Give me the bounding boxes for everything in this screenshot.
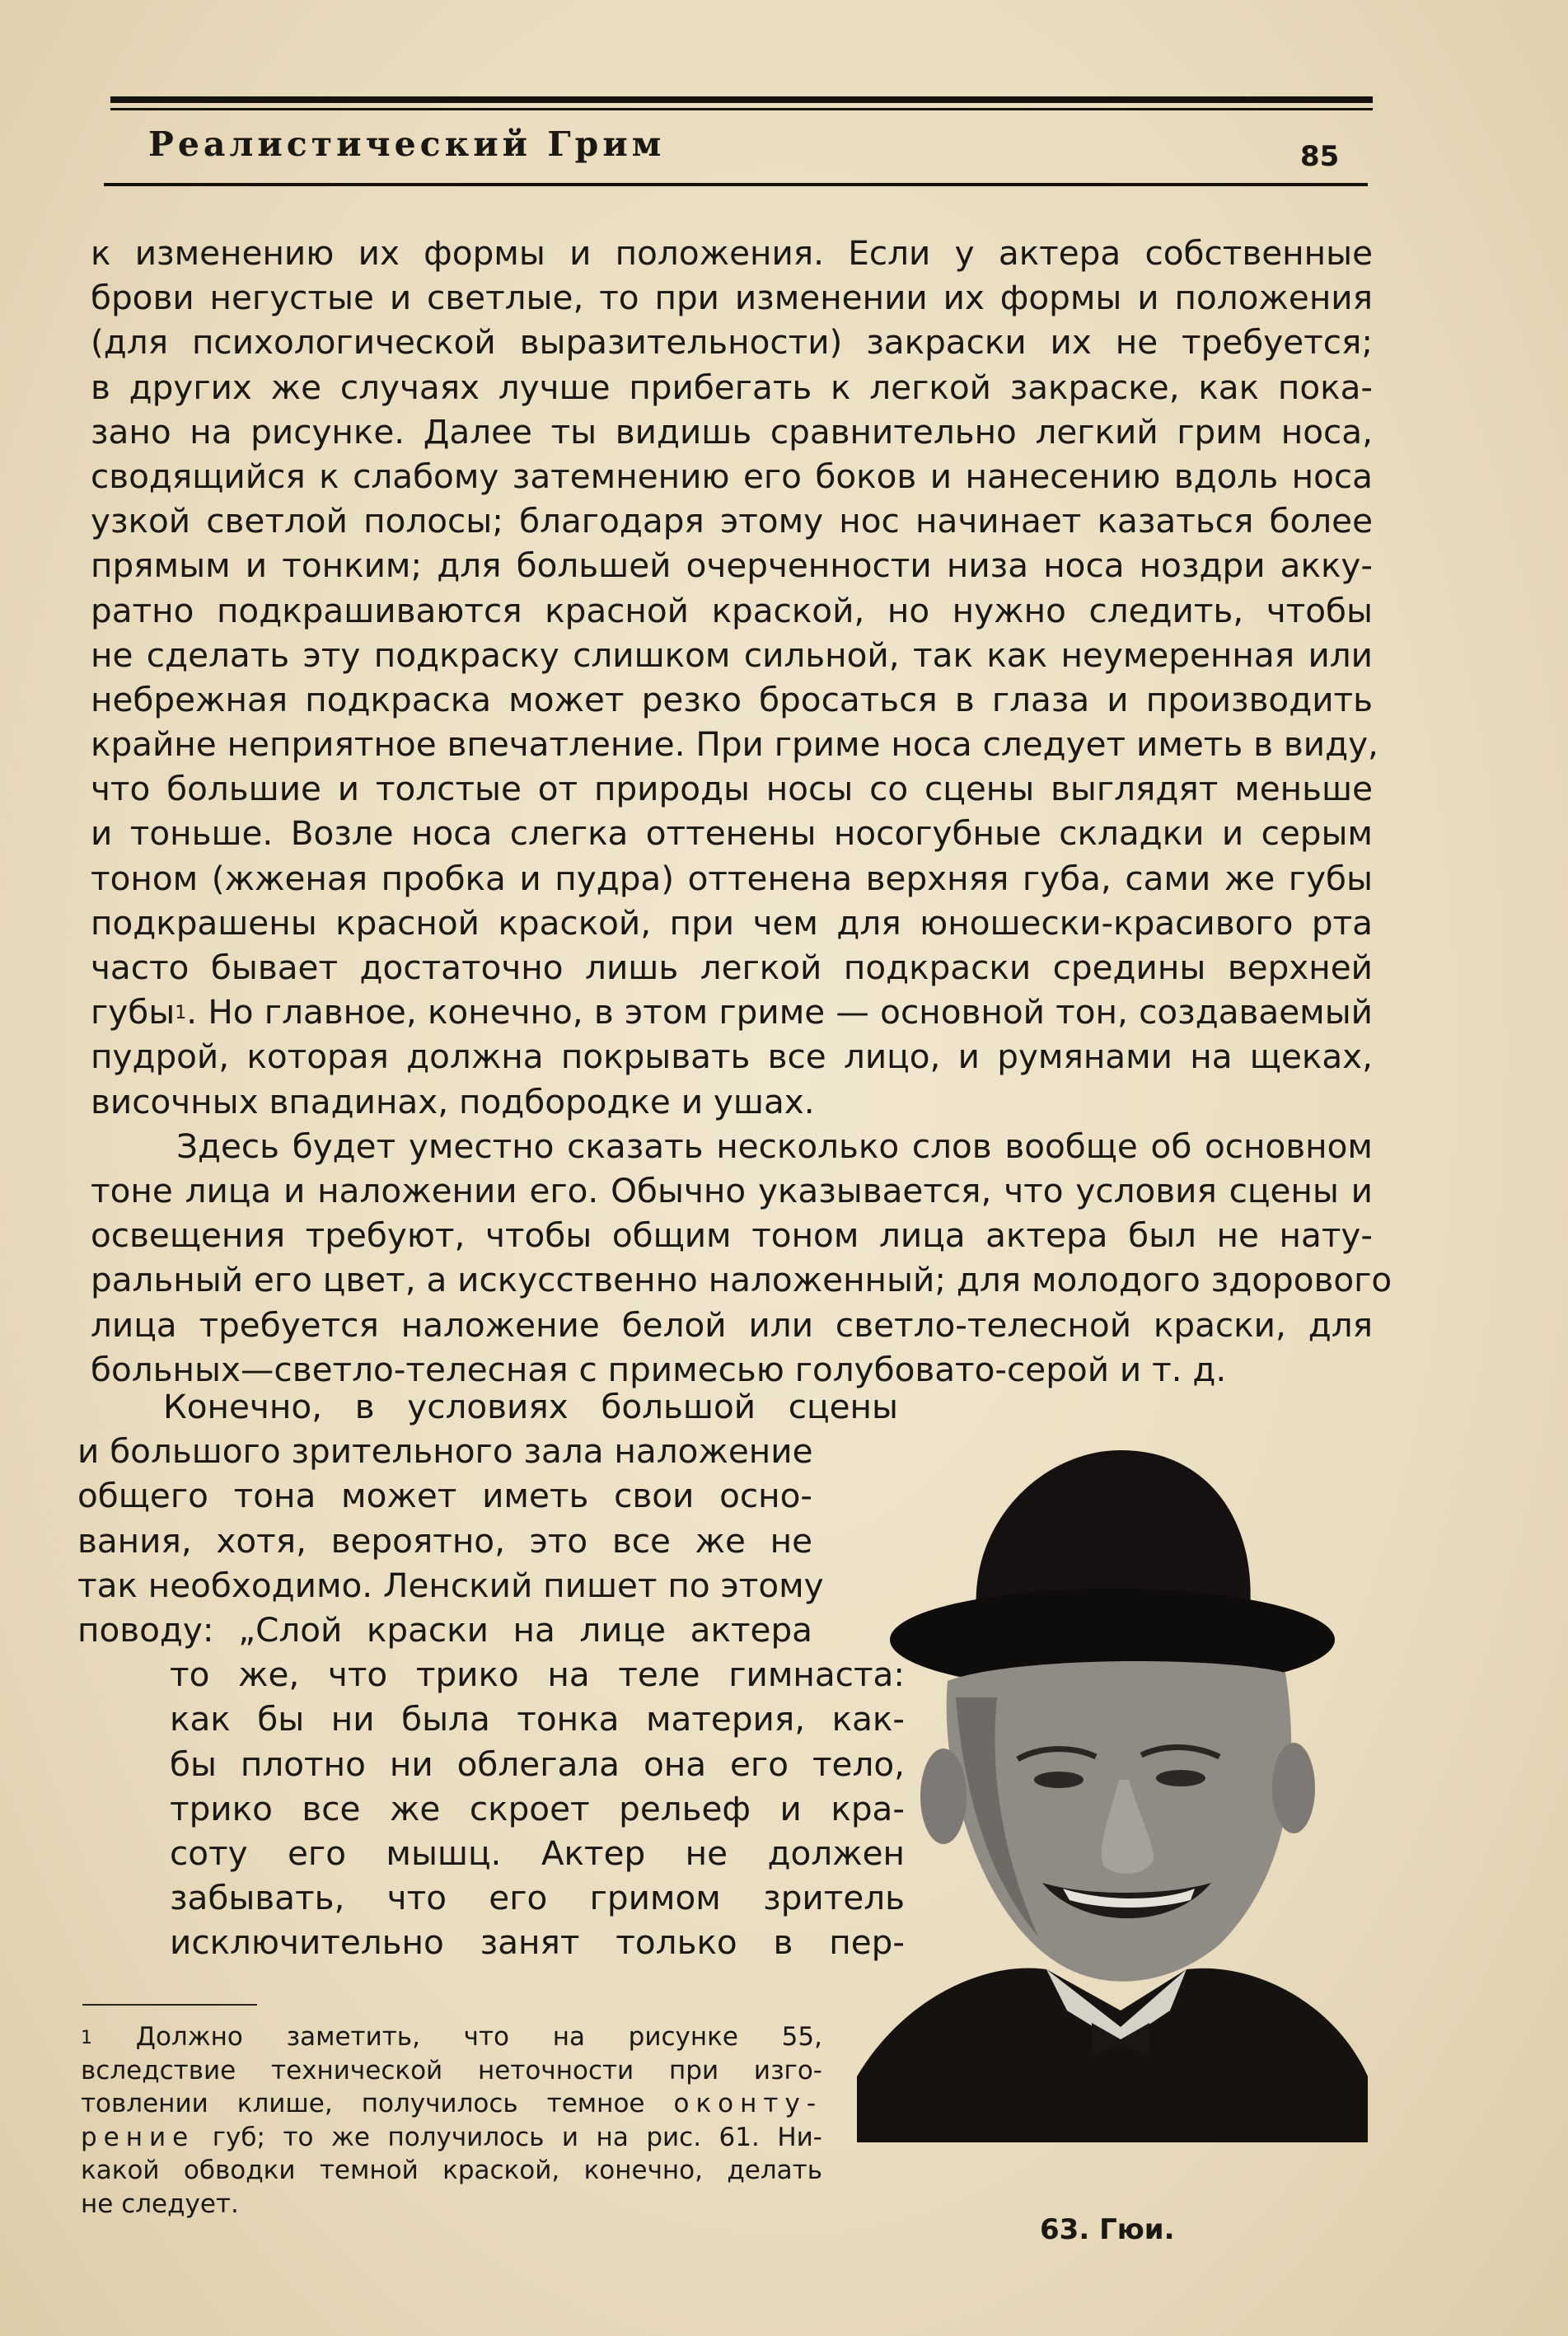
header-rule-thin (110, 108, 1373, 110)
text-line: и тоньше. Возле носа слегка оттенены носогубные складки и серым (91, 813, 1373, 854)
text-line: сводящийся к слабому затемнению его боков и нанесению вдоль носа (91, 456, 1373, 496)
text-line: и большого зрительного зала наложение (77, 1431, 813, 1472)
text-line: тоном (жженая пробка и пудра) оттенена верхняя губа, сами же губы (91, 858, 1373, 898)
text-line: небрежная подкраска может резко бросаться в глаза и производить (91, 679, 1373, 719)
footnote (81, 2020, 822, 2221)
footnote-line (81, 2020, 822, 2054)
footnote-text: товлении клише, получилось темное (81, 2089, 645, 2118)
footnote-line (81, 2087, 822, 2121)
text-line: не сделать эту подкраску слишком сильной, так как неумеренная или (91, 634, 1373, 675)
text-line: что большие и толстые от природы носы со сцены выглядят меньше (91, 769, 1373, 809)
footnote-text: Должно заметить, что на рисунке 55, (135, 2022, 822, 2052)
text-line: в других же случаях лучше прибегать к легкой закраске, как пока- (91, 367, 1373, 407)
text-fragment: . Но главное, конечно, в этом гриме — основной тон, создаваемый (186, 992, 1373, 1032)
text-line: больных—светло-телесная с примесью голубовато-серой и т. д. (91, 1349, 1227, 1389)
header-rule-top (110, 96, 1373, 103)
coat (857, 1969, 1368, 2142)
footnote-separator (82, 2004, 257, 2006)
text-line: вания, хотя, вероятно, это все же не (77, 1520, 812, 1561)
quote-line: бы плотно ни облегала она его тело, (170, 1744, 905, 1784)
text-line: поводу: „Слой краски на лице актера (77, 1609, 812, 1650)
text-line: ратно подкрашиваются красной краской, но нужно следить, чтобы (91, 590, 1373, 630)
narrow-column-text (77, 1384, 905, 1964)
text-line: тоне лица и наложении его. Обычно указывается, что условия сцены и (91, 1170, 1373, 1210)
footnote-line (81, 2121, 822, 2155)
text-line: лица требуется наложение белой или светло-телесной краски, для (91, 1304, 1373, 1345)
footnote-reference: 1 (175, 1003, 187, 1024)
footnote-line: какой обводки темной краской, конечно, делать (81, 2156, 822, 2185)
text-line: к изменению их формы и положения. Если у актера собственные (91, 233, 1373, 273)
page-number: 85 (1300, 140, 1340, 173)
right-eye (1156, 1770, 1205, 1786)
text-line: пудрой, которая должна покрывать все лицо, и румянами на щеках, (91, 1037, 1373, 1077)
header-rule-bottom (104, 183, 1368, 186)
figure-caption: 63. Гюи. (1040, 2213, 1175, 2246)
text-line: ральный его цвет, а искусственно наложенный; для молодого здорового (91, 1260, 1392, 1300)
footnote-text: губ; то же получилось и на рис. 61. Ни- (212, 2122, 822, 2152)
text-fragment: губы (91, 992, 176, 1032)
text-line-footnote-ref (91, 990, 1373, 1034)
paragraph-first-line: Здесь будет уместно сказать несколько слов вообще об основном (176, 1126, 1373, 1166)
footnote-line: не следует. (81, 2189, 239, 2219)
footnote-emphasis: оконту- (673, 2089, 822, 2118)
right-ear (1272, 1743, 1315, 1833)
quote-line: то же, что трико на теле гимнаста: (170, 1655, 905, 1695)
text-line: узкой светлой полосы; благодаря этому нос начинает казаться более (91, 501, 1373, 541)
text-line: крайне неприятное впечатление. При гриме носа следует иметь в виду, (91, 724, 1378, 765)
text-line: (для психологической выразительности) закраски их не требуется; (91, 322, 1373, 363)
text-line: височных впадинах, подбородке и ушах. (91, 1081, 815, 1121)
text-line: подкрашены красной краской, при чем для юношески-красивого рта (91, 902, 1373, 943)
text-line: часто бывает достаточно лишь легкой подкраски средины верхней (91, 948, 1373, 987)
paragraph-first-line: Конечно, в условиях большой сцены (163, 1387, 898, 1426)
text-line: прямым и тонким; для большей очерченности низа носа ноздри акку- (91, 545, 1373, 586)
text-line: так необходимо. Ленский пишет по этому (77, 1565, 824, 1605)
main-text (91, 231, 1392, 1392)
quote-line: соту его мышц. Актер не должен (170, 1833, 905, 1873)
left-ear (920, 1748, 967, 1844)
text-line: общего тона может иметь свои осно- (77, 1476, 812, 1516)
running-title: Реалистический Грим (148, 124, 666, 164)
text-line: брови негустые и светлые, то при изменении их формы и положения (91, 278, 1373, 318)
footnote-emphasis: рение (81, 2122, 195, 2152)
quote-line: трико все же скроет рельеф и кра- (170, 1788, 905, 1828)
portrait-illustration (857, 1434, 1368, 2142)
quote-line: исключительно занят только в пер- (170, 1922, 905, 1963)
quote-line: забывать, что его гримом зритель (170, 1878, 905, 1918)
footnote-line: вследствие технической неточности при изго- (81, 2055, 822, 2086)
text-line: зано на рисунке. Далее ты видишь сравнительно легкий грим носа, (91, 411, 1373, 452)
left-eye (1034, 1772, 1084, 1788)
footnote-mark: 1 (81, 2028, 92, 2048)
quote-line: как бы ни была тонка материя, как- (170, 1699, 905, 1739)
text-line: освещения требуют, чтобы общим тоном лица актера был не нату- (91, 1215, 1373, 1256)
